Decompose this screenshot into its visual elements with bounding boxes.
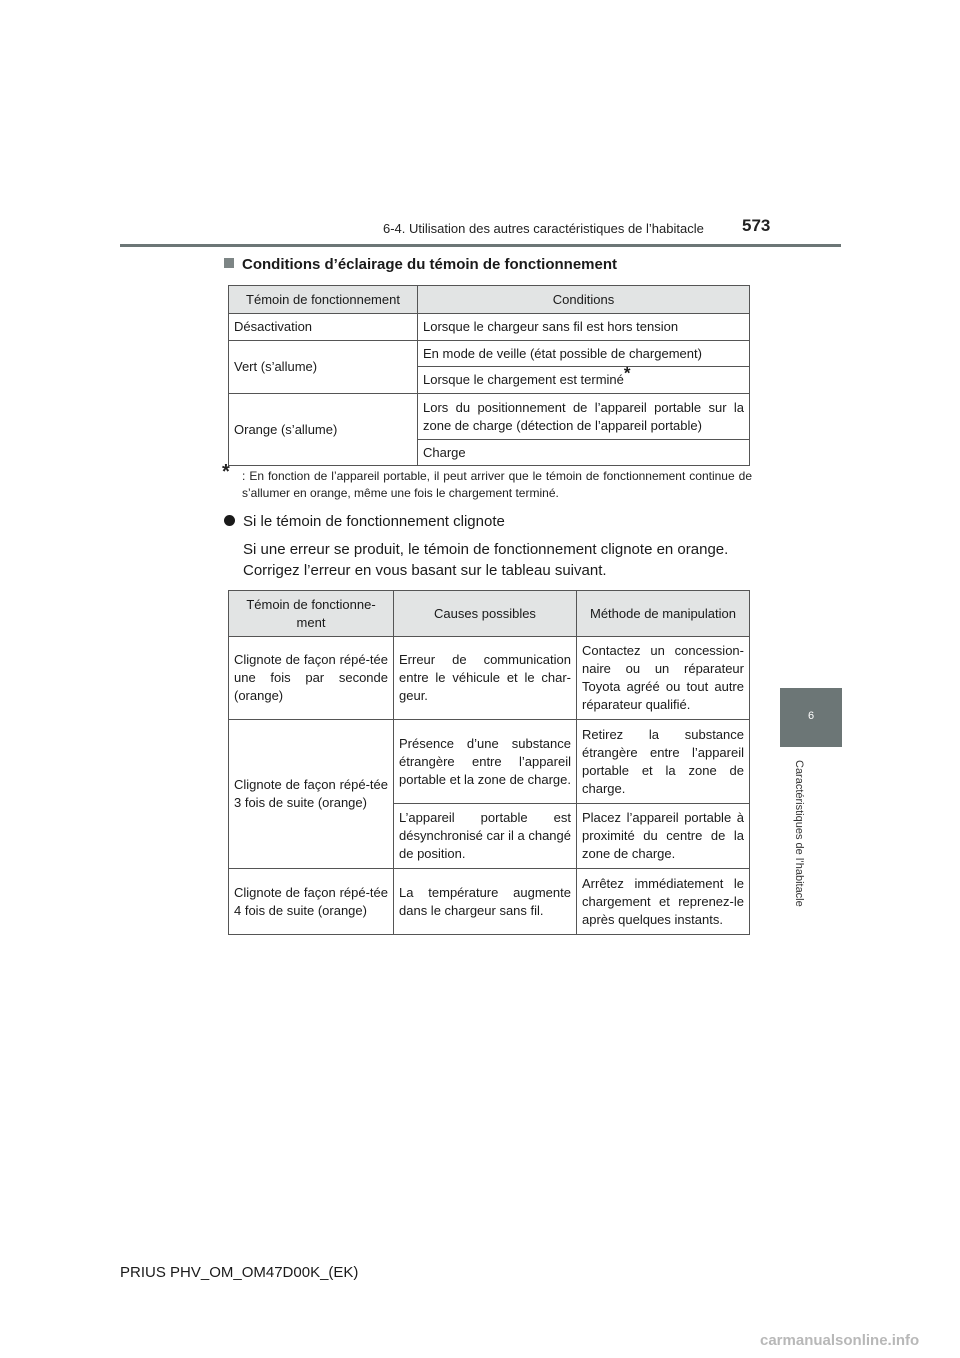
table-row bbox=[229, 637, 750, 720]
indicator-cell: Clignote de façon répé-tée une fois par seconde (orange) bbox=[229, 637, 394, 720]
watermark-link[interactable]: carmanualsonline.info bbox=[760, 1332, 920, 1349]
footnote-text: : En fonction de l’appareil portable, il peut arriver que le témoin de fonctionnement continue de s’allumer en orange, même une fois le chargement terminé. bbox=[242, 469, 752, 500]
table-header-row bbox=[229, 286, 750, 314]
table-row bbox=[229, 341, 750, 367]
column-header-method: Méthode de manipulation bbox=[577, 591, 750, 637]
chapter-tab-label: Caractéristiques de l’habitacle bbox=[793, 760, 805, 907]
bullet-heading bbox=[224, 513, 505, 530]
cause-cell: Erreur de communication entre le véhicule et le char-geur. bbox=[394, 637, 577, 720]
cause-cell: Présence d’une substance étrangère entre l’appareil portable et la zone de charge. bbox=[394, 720, 577, 804]
square-bullet-icon bbox=[224, 258, 234, 268]
footer-document-code: PRIUS PHV_OM_OM47D00K_(EK) bbox=[120, 1264, 359, 1281]
indicator-cell: Clignote de façon répé-tée 4 fois de suite (orange) bbox=[229, 869, 394, 935]
condition-cell: Lorsque le chargeur sans fil est hors tension bbox=[418, 314, 750, 341]
header-section-title: 6-4. Utilisation des autres caractéristiques de l’habitacle bbox=[383, 221, 704, 236]
method-cell: Arrêtez immédiatement le chargement et reprenez-le après quelques instants. bbox=[577, 869, 750, 935]
round-bullet-icon bbox=[224, 515, 235, 526]
column-header-indicator: Témoin de fonctionnement bbox=[229, 286, 418, 314]
condition-cell: Charge bbox=[418, 440, 750, 466]
column-header-causes: Causes possibles bbox=[394, 591, 577, 637]
section-heading-text: Conditions d’éclairage du témoin de fonctionnement bbox=[242, 256, 618, 273]
table-row bbox=[229, 394, 750, 440]
table-header-row bbox=[229, 591, 750, 637]
table-row bbox=[229, 314, 750, 341]
method-cell: Placez l’appareil portable à proximité du centre de la zone de charge. bbox=[577, 804, 750, 869]
column-header-indicator: Témoin de fonctionne-ment bbox=[229, 591, 394, 637]
page-number: 573 bbox=[742, 216, 771, 235]
footnote-star: * bbox=[222, 461, 230, 483]
method-cell: Retirez la substance étrangère entre l’appareil portable et la zone de charge. bbox=[577, 720, 750, 804]
method-cell: Contactez un concession-naire ou un réparateur Toyota agréé ou tout autre réparateur qualifié. bbox=[577, 637, 750, 720]
footnote-star-ref: * bbox=[623, 363, 631, 383]
troubleshooting-table bbox=[228, 590, 750, 935]
chapter-tab[interactable] bbox=[780, 688, 842, 747]
table-row bbox=[229, 720, 750, 804]
chapter-tab-number: 6 bbox=[807, 710, 815, 722]
section-heading bbox=[224, 256, 617, 273]
cause-cell: La température augmente dans le chargeur sans fil. bbox=[394, 869, 577, 935]
condition-text: Lorsque le chargement est terminé bbox=[423, 372, 624, 387]
indicator-cell: Orange (s’allume) bbox=[229, 394, 418, 466]
column-header-conditions: Conditions bbox=[418, 286, 750, 314]
cause-cell: L’appareil portable est désynchronisé car il a changé de position. bbox=[394, 804, 577, 869]
header-rule bbox=[120, 244, 841, 247]
indicator-cell: Clignote de façon répé-tée 3 fois de suite (orange) bbox=[229, 720, 394, 869]
condition-cell: En mode de veille (état possible de chargement) bbox=[418, 341, 750, 367]
table-row bbox=[229, 869, 750, 935]
condition-cell: Lors du positionnement de l’appareil portable sur la zone de charge (détection de l’appareil portable) bbox=[418, 394, 750, 440]
condition-cell bbox=[418, 363, 750, 394]
indicator-cell: Désactivation bbox=[229, 314, 418, 341]
bullet-heading-text: Si le témoin de fonctionnement clignote bbox=[243, 513, 505, 530]
body-paragraph: Si une erreur se produit, le témoin de fonctionnement clignote en orange. Corrigez l’erreur en vous basant sur le tableau suivant. bbox=[243, 541, 729, 579]
indicator-conditions-table bbox=[228, 285, 750, 466]
footnote bbox=[222, 461, 752, 502]
indicator-cell: Vert (s’allume) bbox=[229, 341, 418, 394]
